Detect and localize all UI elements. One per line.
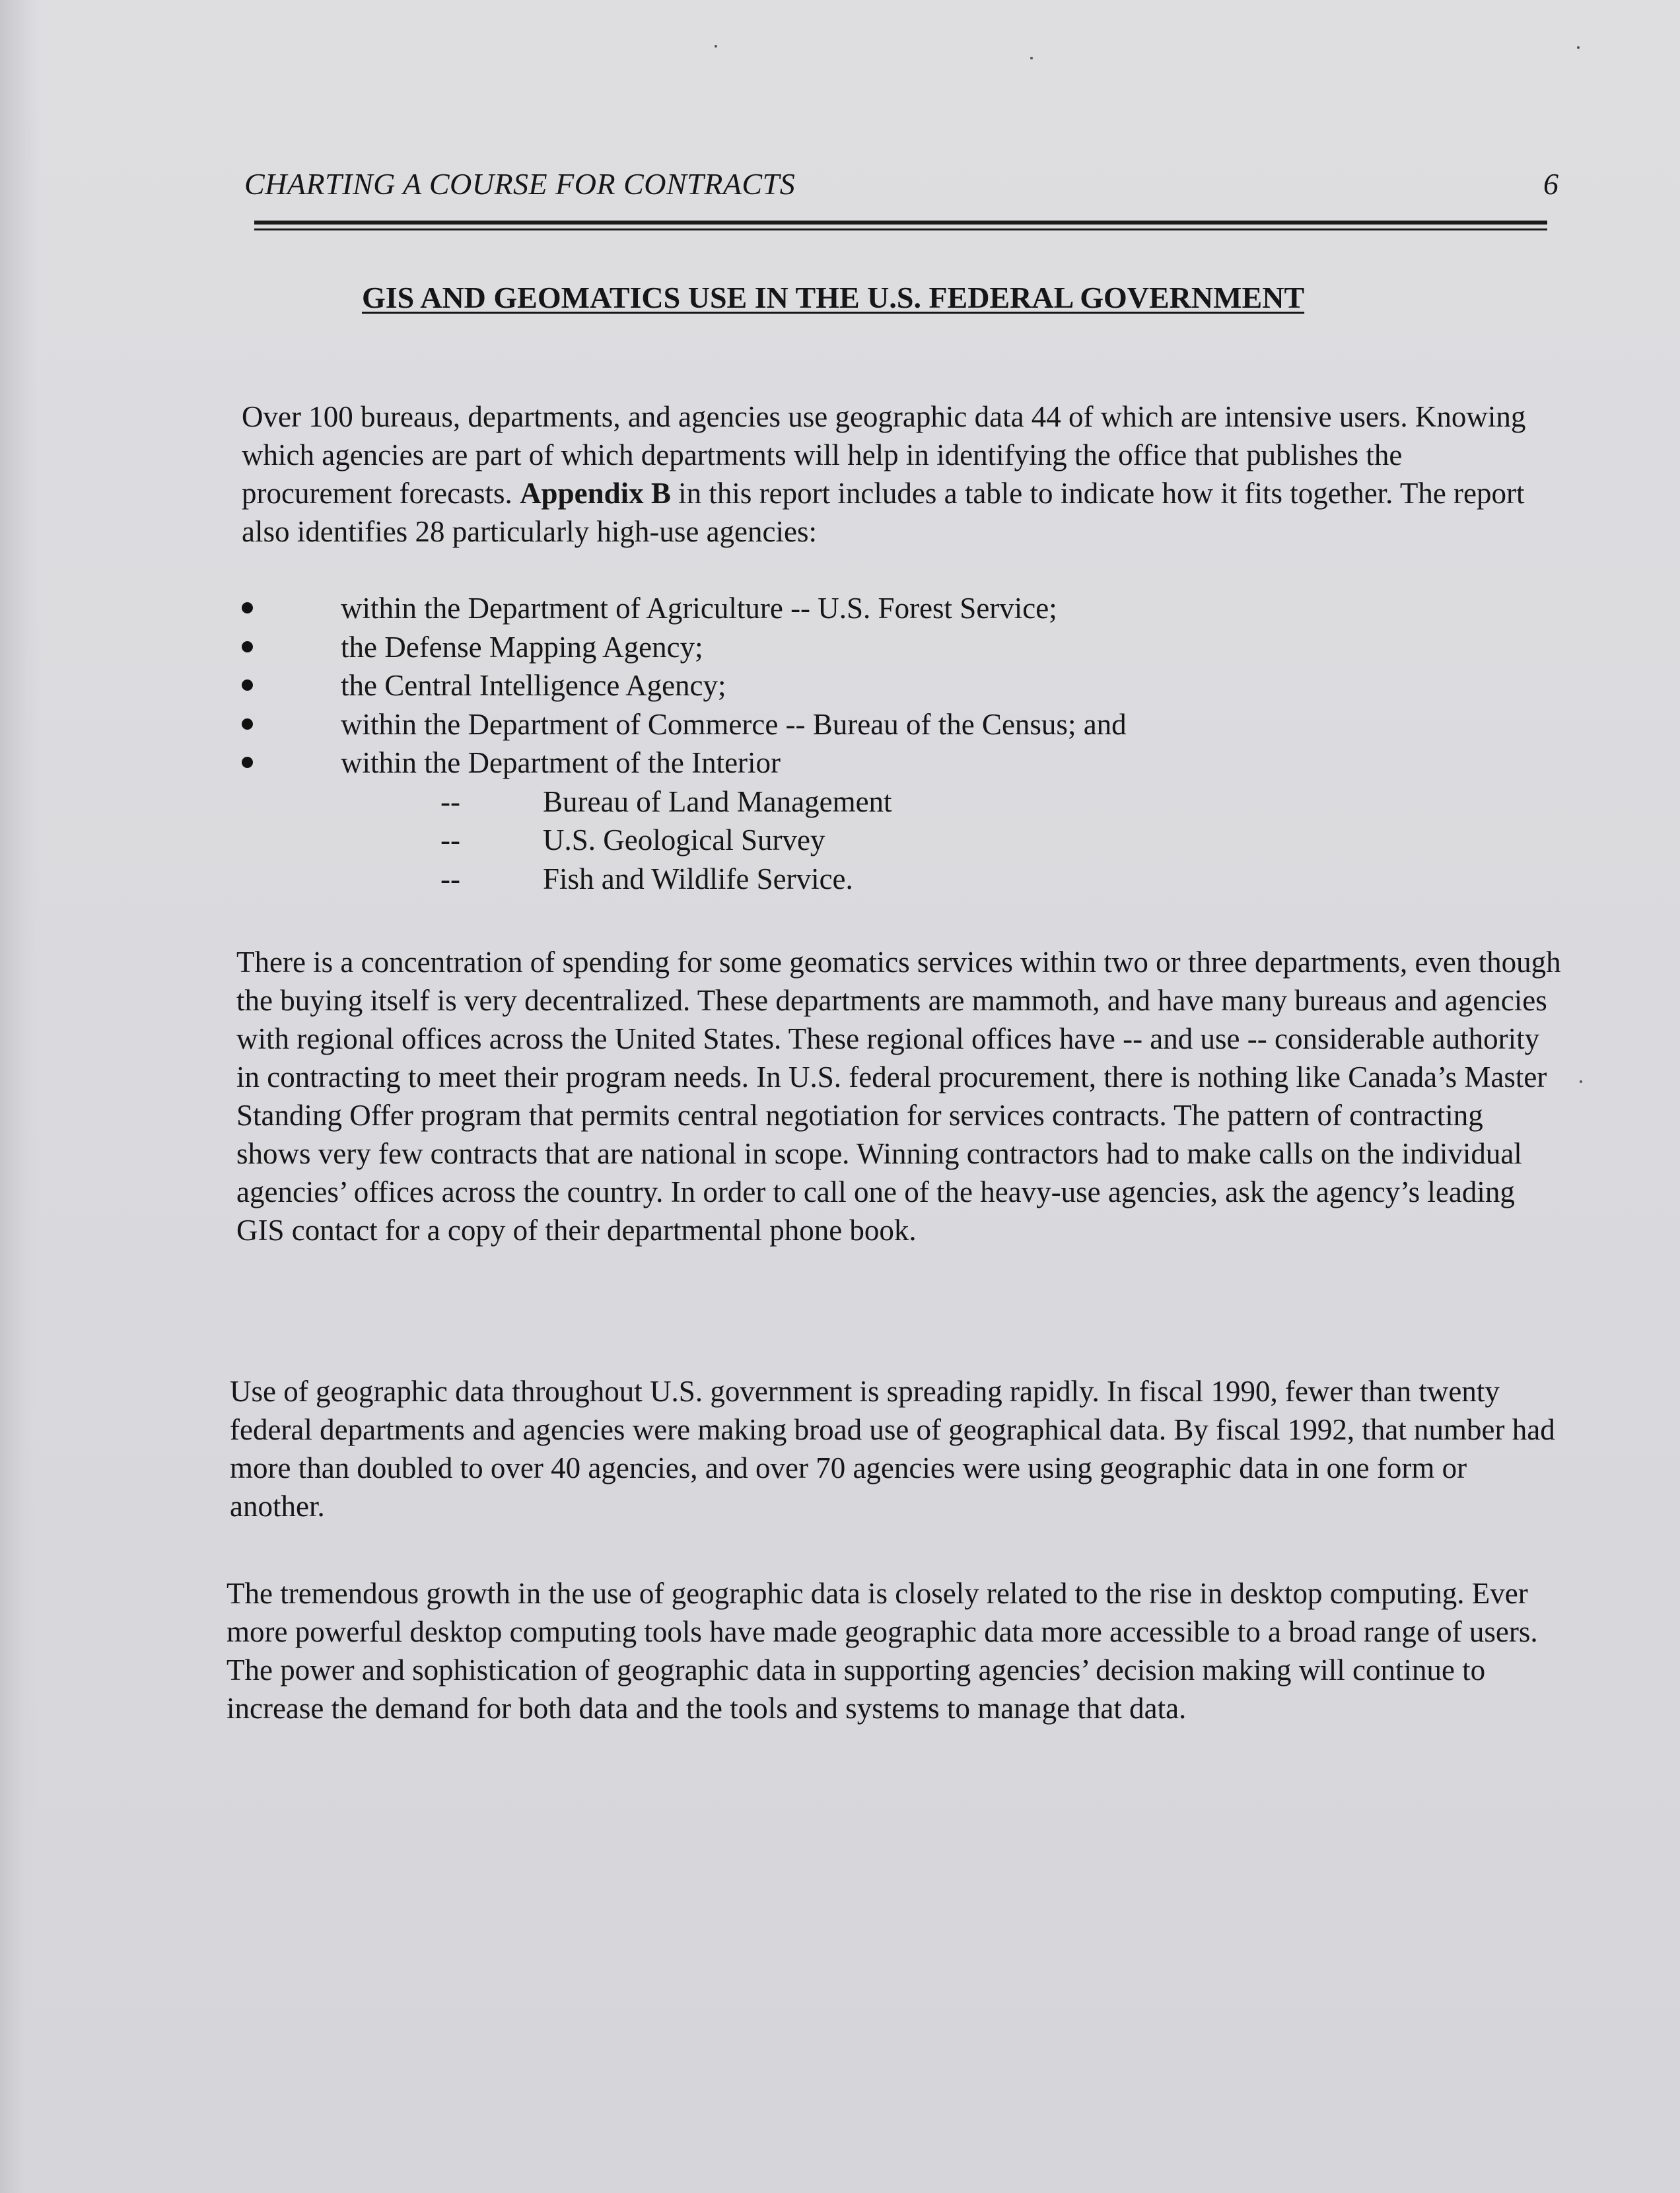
page-edge-shadow [0,0,40,2193]
scan-speck [1030,57,1033,59]
list-item [238,705,1426,744]
paragraph-spending: There is a concentration of spending for some geomatics services within two or three departments, even though the buying itself is very decentralized. These departments are mammoth, and have many bureaus and agencies with regional offices across the United States. These regional offices have -- and use -- considerable authority in contracting to meet their program needs. In U.S. federal procurement, there is nothing like Canada’s Master Standing Offer program that permits central negotiation for services contracts. The pattern of contracting shows very few contracts that are national in scope. Winning contractors had to make calls on the individual agencies’ offices across the country. In order to call one of the heavy-use agencies, ask the agency’s leading GIS contact for a copy of their departmental phone book. [236,946,1561,1247]
bullet-icon [242,718,253,730]
running-head: CHARTING A COURSE FOR CONTRACTS [244,167,796,201]
sub-item-dash: -- [440,862,460,895]
list-item-text: within the Department of Agriculture -- U.S. Forest Service; [341,592,1057,625]
header-rule-thin [254,228,1547,230]
list-item-text: within the Department of Commerce -- Bureau of the Census; and [341,707,1127,741]
sub-list-item [238,821,1426,860]
list-item [238,744,1426,783]
appendix-reference: Appendix B [520,477,671,510]
scan-speck [715,45,717,48]
page-number: 6 [1543,167,1558,201]
bullet-icon [242,641,253,652]
list-item-text: the Defense Mapping Agency; [341,630,703,664]
section-title: GIS AND GEOMATICS USE IN THE U.S. FEDERAL GOVERNMENT [362,281,1305,314]
list-item [238,589,1426,628]
list-item [238,666,1426,705]
sub-item-text: Bureau of Land Management [543,784,892,818]
list-item-text: within the Department of the Interior [341,746,781,779]
header-rule-thick [254,221,1547,225]
paragraph-desktop-computing: The tremendous growth in the use of geographic data is closely related to the rise in desktop computing. Ever more powerful desktop computing tools have made geographic data more accessible to a broad range of users. The power and sophistication of geographic data in supporting agencies’ decision making will continue to increase the demand for both data and the tools and systems to manage that data. [227,1577,1538,1725]
bullet-icon [242,679,253,691]
paragraph-intro-part2: in this report includes a table to indicate how it fits together. The report also identifies 28 particularly high-use agencies: [242,477,1525,548]
bullet-icon [242,757,253,768]
sub-item-dash: -- [440,823,460,856]
paragraph-growth-stats: Use of geographic data throughout U.S. government is spreading rapidly. In fiscal 1990, fewer than twenty federal departments and agencies were making broad use of geographical data. By fiscal 1992, that number had more than doubled to over 40 agencies, and over 70 agencies were using geographic data in one form or another. [230,1375,1555,1523]
scan-speck [1580,1080,1582,1083]
list-item [238,628,1426,667]
agency-bullet-list [238,589,1426,898]
paragraph-intro [242,398,1559,551]
paragraph-intro-part1: Over 100 bureaus, departments, and agencies use geographic data 44 of which are intensive users. Knowing which agencies are part of which departments will help in identifying the office that publishes the procurement forecasts. [242,400,1526,510]
sub-item-dash: -- [440,784,460,818]
page-header [244,166,1558,206]
sub-list-item [238,860,1426,899]
sub-item-text: Fish and Wildlife Service. [543,862,853,895]
list-item-text: the Central Intelligence Agency; [341,669,726,702]
sub-list-item [238,783,1426,821]
scan-speck [1577,46,1580,49]
bullet-icon [242,602,253,613]
sub-item-text: U.S. Geological Survey [543,823,825,856]
